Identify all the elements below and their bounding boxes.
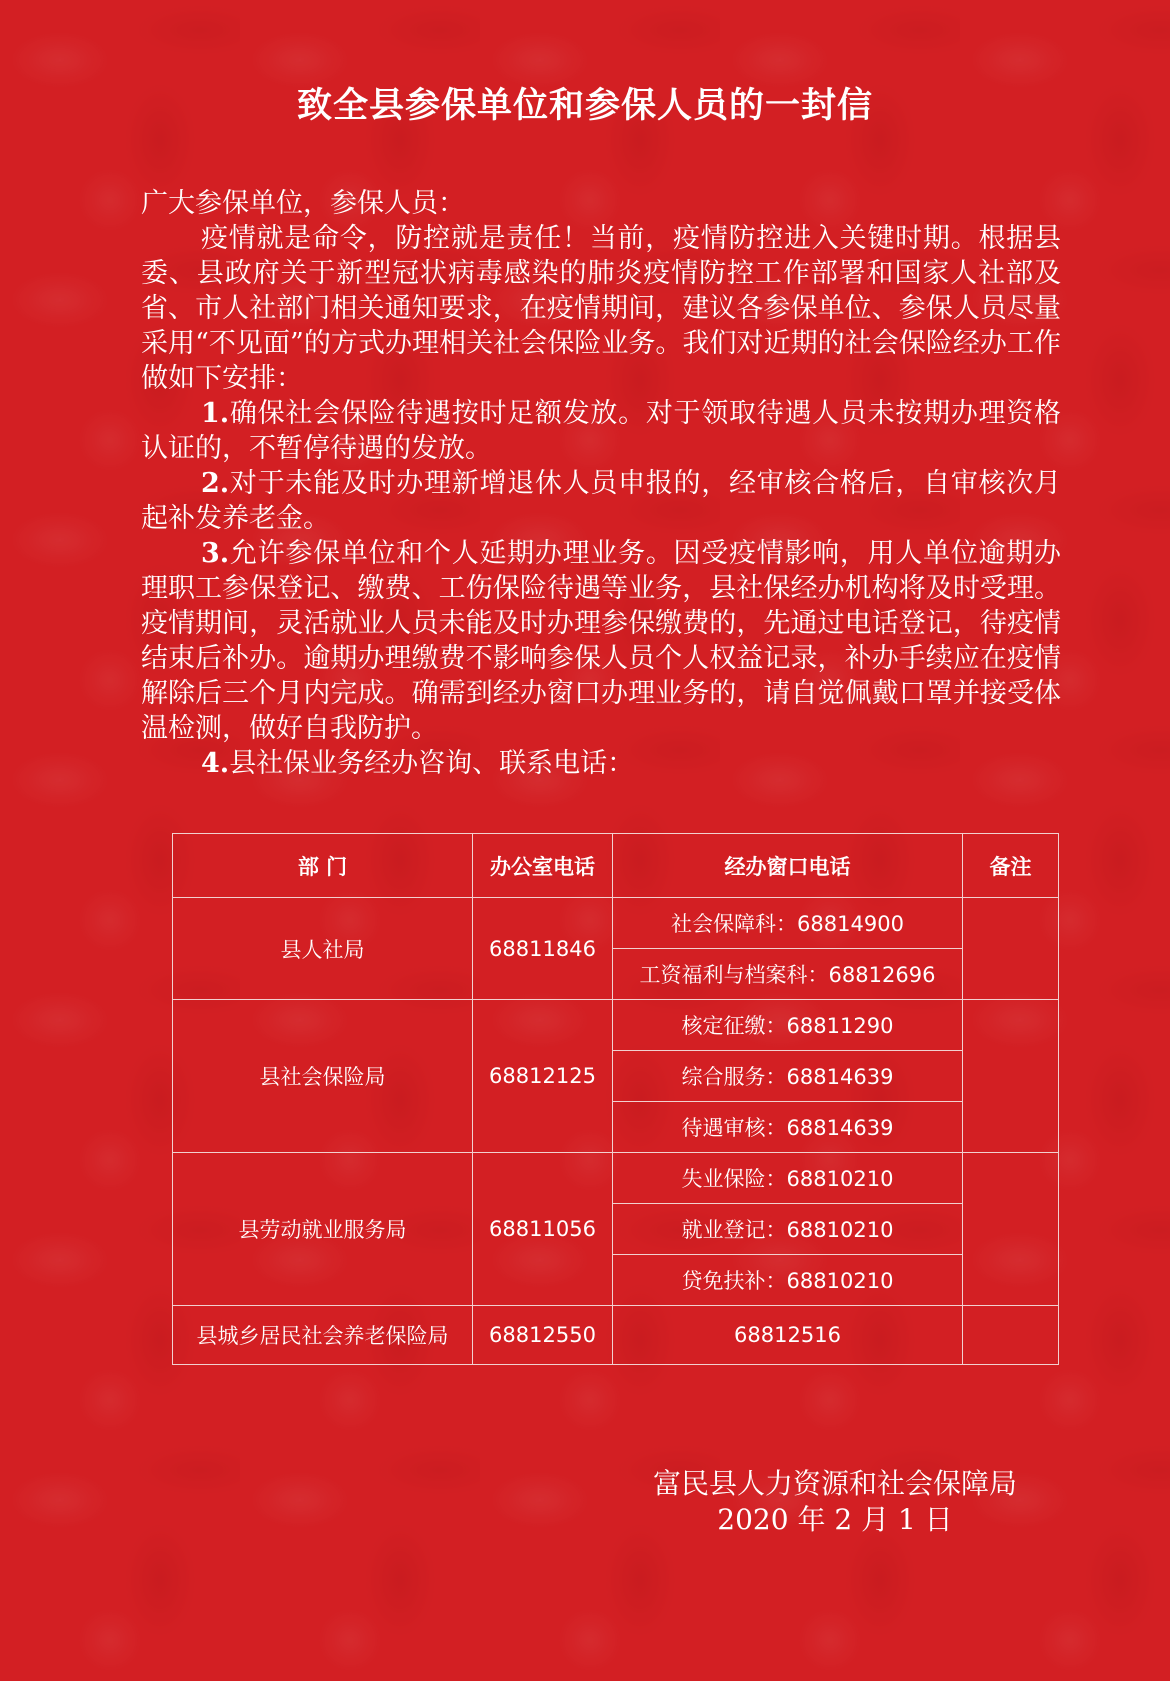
signature-org: 富民县人力资源和社会保障局 [652,1467,1017,1500]
item-3 [141,536,1061,746]
letter-title: 致全县参保单位和参保人员的一封信 [296,85,873,126]
dept-cell: 县社会保险局 [173,1000,473,1153]
table-header-row [173,834,1059,898]
signature-block [640,1466,1030,1538]
item-text: 对于未能及时办理新增退休人员申报的，经审核合格后，自审核次月起补发养老金。 [141,468,1061,534]
note-cell [963,898,1059,1000]
table-row [173,1153,1059,1204]
header-office-phone: 办公室电话 [473,834,613,898]
note-cell [963,1153,1059,1306]
item-number: 4. [201,748,230,779]
office-phone-cell: 68812125 [473,1000,613,1153]
window-phone-cell: 68812516 [613,1306,963,1365]
window-phone-cell: 失业保险：68810210 [613,1153,963,1204]
note-cell [963,1306,1059,1365]
window-phone-cell: 待遇审核：68814639 [613,1102,963,1153]
window-phone-cell: 工资福利与档案科：68812696 [613,949,963,1000]
window-phone-cell: 贷免扶补：68810210 [613,1255,963,1306]
header-window-phone: 经办窗口电话 [613,834,963,898]
note-cell [963,1000,1059,1153]
table-row [173,898,1059,949]
dept-cell: 县劳动就业服务局 [173,1153,473,1306]
item-number: 3. [201,538,230,569]
contact-table [172,833,1059,1365]
item-number: 1. [201,398,230,429]
item-4 [141,746,1061,781]
office-phone-cell: 68811056 [473,1153,613,1306]
greeting: 广大参保单位，参保人员： [141,188,465,219]
dept-cell: 县城乡居民社会养老保险局 [173,1306,473,1365]
dept-cell: 县人社局 [173,898,473,1000]
header-note: 备注 [963,834,1059,898]
item-2 [141,466,1061,536]
table-row [173,1306,1059,1365]
item-text: 县社保业务经办咨询、联系电话： [229,748,635,779]
intro-paragraph: 疫情就是命令，防控就是责任！当前，疫情防控进入关键时期。根据县委、县政府关于新型冠状病毒感染的肺炎疫情防控工作部署和国家人社部及省、市人社部门相关通知要求，在疫情期间，建议各参保单位、参保人员尽量采用“不见面”的方式办理相关社会保险业务。我们对近期的社会保险经办工作做如下安排： [141,223,1061,394]
table-row [173,1000,1059,1051]
window-phone-cell: 社会保障科：68814900 [613,898,963,949]
header-dept: 部 门 [173,834,473,898]
office-phone-cell: 68811846 [473,898,613,1000]
window-phone-cell: 综合服务：68814639 [613,1051,963,1102]
item-number: 2. [201,468,230,499]
window-phone-cell: 核定征缴：68811290 [613,1000,963,1051]
item-text: 确保社会保险待遇按时足额发放。对于领取待遇人员未按期办理资格认证的，不暂停待遇的发放。 [141,398,1061,464]
letter-body [141,186,1061,781]
window-phone-cell: 就业登记：68810210 [613,1204,963,1255]
office-phone-cell: 68812550 [473,1306,613,1365]
item-1 [141,396,1061,466]
item-text: 允许参保单位和个人延期办理业务。因受疫情影响，用人单位逾期办理职工参保登记、缴费、工伤保险待遇等业务，县社保经办机构将及时受理。疫情期间，灵活就业人员未能及时办理参保缴费的，先通过电话登记，待疫情结束后补办。逾期办理缴费不影响参保人员个人权益记录，补办手续应在疫情解除后三个月内完成。确需到经办窗口办理业务的，请自觉佩戴口罩并接受体温检测，做好自我防护。 [141,538,1061,744]
signature-date: 2020 年 2 月 1 日 [717,1503,953,1536]
